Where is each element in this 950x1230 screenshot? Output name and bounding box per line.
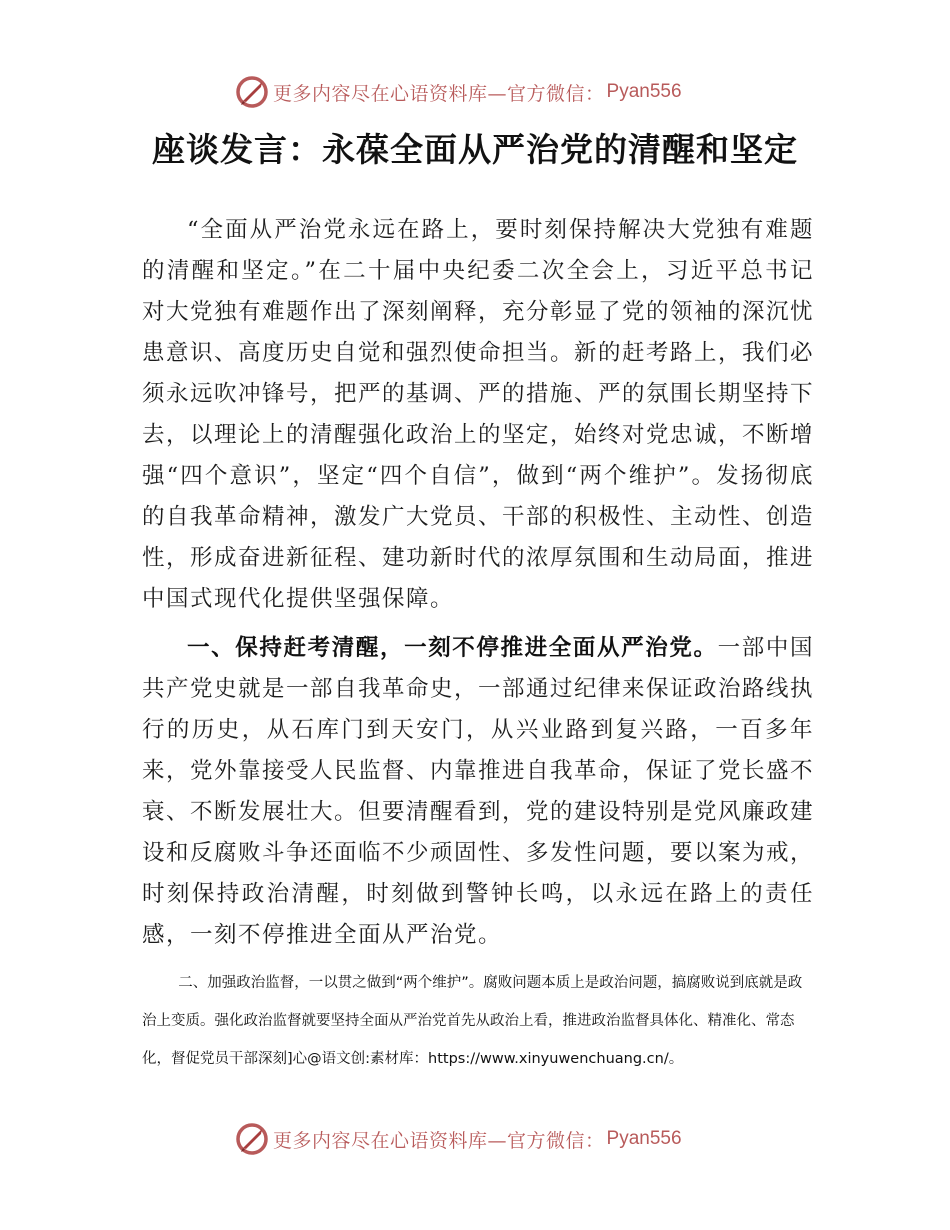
section-1-heading: 一、保持赶考清醒，一刻不停推进全面从严治党。 xyxy=(187,635,718,661)
intro-paragraph: “全面从严治党永远在路上，要时刻保持解决大党独有难题的清醒和坚定。”在二十届中央纪委二次全会上，习近平总书记对大党独有难题作出了深刻阐释，充分彰显了党的领袖的深沉忧患意识、高度历史自觉和强烈使命担当。新的赶考路上，我们必须永远吹冲锋号，把严的基调、严的措施、严的氛围长期坚持下去，以理论上的清醒强化政治上的坚定，始终对党忠诚，不断增强“四个意识”，坚定“四个自信”，做到“两个维护”。发扬彻底的自我革命精神，激发广大党员、干部的积极性、主动性、创造性，形成奋进新征程、建功新时代的浓厚氛围和生动局面，推进中国式现代化提供坚强保障。 xyxy=(142,217,815,612)
section-1-paragraph xyxy=(142,628,814,956)
watermark-text: 更多内容尽在心语资料库—官方微信： xyxy=(273,1129,605,1152)
watermark-text: 更多内容尽在心语资料库—官方微信： xyxy=(273,82,605,105)
pen-logo-icon xyxy=(235,75,269,109)
footer-watermark xyxy=(235,1121,682,1157)
watermark-wechat-id: Pyan556 xyxy=(606,81,682,102)
watermark-wechat-id: Pyan556 xyxy=(606,1128,682,1149)
header-watermark xyxy=(235,74,682,110)
section-2-paragraph: 二、加强政治监督，一以贯之做到“两个维护”。腐败问题本质上是政治问题，搞腐败说到底就是政治上变质。强化政治监督就要坚持全面从严治党首先从政治上看，推进政治监督具体化、精准化、常态化，督促党员干部深刻]心@语文创:素材库：https://www.xinyuwenchuang.cn/。 xyxy=(142,975,803,1067)
page-title: 座谈发言：永葆全面从严治党的清醒和坚定 xyxy=(152,130,798,169)
section-1-body: 一部中国共产党史就是一部自我革命史，一部通过纪律来保证政治路线执行的历史，从石库门到天安门，从兴业路到复兴路，一百多年来，党外靠接受人民监督、内靠推进自我革命，保证了党长盛不衰、不断发展壮大。但要清醒看到，党的建设特别是党风廉政建设和反腐败斗争还面临不少顽固性、多发性问题，要以案为戒，时刻保持政治清醒，时刻做到警钟长鸣，以永远在路上的责任感，一刻不停推进全面从严治党。 xyxy=(142,635,815,948)
pen-logo-icon xyxy=(235,1122,269,1156)
